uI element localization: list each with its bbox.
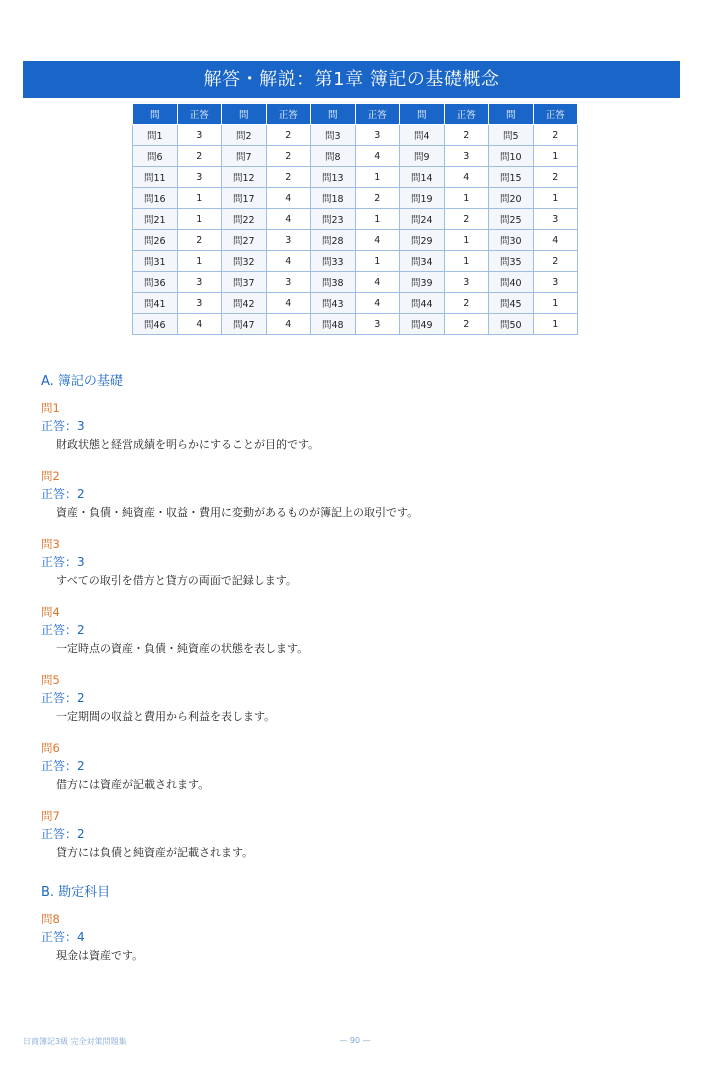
question-number-cell: 問46 bbox=[133, 314, 178, 335]
correct-answer-cell: 2 bbox=[533, 251, 578, 272]
question-number-cell: 問12 bbox=[222, 167, 267, 188]
correct-answer-cell: 4 bbox=[355, 230, 400, 251]
table-row bbox=[133, 167, 578, 188]
question-number-cell: 問36 bbox=[133, 272, 178, 293]
question-number-cell: 問25 bbox=[489, 209, 534, 230]
table-row bbox=[133, 251, 578, 272]
correct-answer: 正答：3 bbox=[41, 555, 85, 569]
question-number-cell: 問26 bbox=[133, 230, 178, 251]
correct-answer-cell: 2 bbox=[266, 146, 311, 167]
explanation-item bbox=[41, 536, 681, 590]
correct-answer-cell: 4 bbox=[355, 272, 400, 293]
question-number: 問3 bbox=[41, 537, 60, 551]
explanation-item bbox=[41, 740, 681, 794]
explanation-text: 貸方には負債と純資産が記載されます。 bbox=[56, 846, 254, 859]
explanation-item bbox=[41, 672, 681, 726]
correct-answer-cell: 2 bbox=[533, 167, 578, 188]
question-number-cell: 問16 bbox=[133, 188, 178, 209]
section-heading-b: B. 勘定科目 bbox=[41, 885, 111, 900]
correct-answer-cell: 2 bbox=[177, 146, 222, 167]
question-number-cell: 問17 bbox=[222, 188, 267, 209]
correct-answer-cell: 3 bbox=[355, 125, 400, 146]
table-row bbox=[133, 293, 578, 314]
explanation-text: 借方には資産が記載されます。 bbox=[56, 778, 210, 791]
question-number-cell: 問48 bbox=[311, 314, 356, 335]
question-number-cell: 問33 bbox=[311, 251, 356, 272]
correct-answer-cell: 2 bbox=[444, 314, 489, 335]
question-number: 問8 bbox=[41, 912, 60, 926]
explanation-text: 資産・負債・純資産・収益・費用に変動があるものが簿記上の取引です。 bbox=[56, 506, 419, 519]
correct-answer-cell: 1 bbox=[444, 251, 489, 272]
correct-answer: 正答：2 bbox=[41, 827, 85, 841]
question-number-cell: 問32 bbox=[222, 251, 267, 272]
question-number-cell: 問4 bbox=[400, 125, 445, 146]
correct-answer-cell: 2 bbox=[444, 293, 489, 314]
explanation-text: 財政状態と経営成績を明らかにすることが目的です。 bbox=[56, 438, 320, 451]
question-number-cell: 問28 bbox=[311, 230, 356, 251]
correct-answer-cell: 1 bbox=[177, 251, 222, 272]
correct-answer-cell: 2 bbox=[444, 209, 489, 230]
correct-answer-cell: 2 bbox=[266, 167, 311, 188]
correct-answer-cell: 2 bbox=[444, 125, 489, 146]
correct-answer-cell: 4 bbox=[266, 251, 311, 272]
question-number-cell: 問30 bbox=[489, 230, 534, 251]
correct-answer-cell: 3 bbox=[266, 230, 311, 251]
answer-table-header bbox=[133, 104, 578, 125]
question-number-cell: 問14 bbox=[400, 167, 445, 188]
correct-answer-cell: 1 bbox=[355, 251, 400, 272]
correct-answer-cell: 3 bbox=[177, 293, 222, 314]
explanation-item bbox=[41, 400, 681, 454]
question-number-cell: 問1 bbox=[133, 125, 178, 146]
header-cell-answer: 正答 bbox=[266, 104, 311, 125]
question-number-cell: 問3 bbox=[311, 125, 356, 146]
header-cell-answer: 正答 bbox=[533, 104, 578, 125]
question-number-cell: 問8 bbox=[311, 146, 356, 167]
question-number-cell: 問40 bbox=[489, 272, 534, 293]
question-number-cell: 問38 bbox=[311, 272, 356, 293]
table-row bbox=[133, 125, 578, 146]
correct-answer-cell: 3 bbox=[533, 272, 578, 293]
question-number-cell: 問31 bbox=[133, 251, 178, 272]
question-number: 問7 bbox=[41, 809, 60, 823]
correct-answer: 正答：2 bbox=[41, 691, 85, 705]
header-cell-answer: 正答 bbox=[444, 104, 489, 125]
correct-answer-cell: 4 bbox=[533, 230, 578, 251]
table-row bbox=[133, 209, 578, 230]
correct-answer-cell: 3 bbox=[266, 272, 311, 293]
question-number-cell: 問39 bbox=[400, 272, 445, 293]
answer-table bbox=[132, 103, 578, 335]
explanation-text: 現金は資産です。 bbox=[56, 949, 144, 962]
question-number-cell: 問50 bbox=[489, 314, 534, 335]
correct-answer-cell: 2 bbox=[533, 125, 578, 146]
question-number-cell: 問42 bbox=[222, 293, 267, 314]
question-number-cell: 問27 bbox=[222, 230, 267, 251]
correct-answer: 正答：3 bbox=[41, 419, 85, 433]
question-number-cell: 問44 bbox=[400, 293, 445, 314]
question-number: 問6 bbox=[41, 741, 60, 755]
correct-answer-cell: 1 bbox=[533, 188, 578, 209]
header-cell-question: 問 bbox=[400, 104, 445, 125]
correct-answer-cell: 1 bbox=[533, 293, 578, 314]
question-number-cell: 問19 bbox=[400, 188, 445, 209]
explanation-text: 一定期間の収益と費用から利益を表します。 bbox=[56, 710, 276, 723]
question-number-cell: 問7 bbox=[222, 146, 267, 167]
table-row bbox=[133, 146, 578, 167]
correct-answer: 正答：4 bbox=[41, 930, 85, 944]
question-number-cell: 問24 bbox=[400, 209, 445, 230]
correct-answer-cell: 4 bbox=[266, 314, 311, 335]
question-number-cell: 問5 bbox=[489, 125, 534, 146]
question-number-cell: 問10 bbox=[489, 146, 534, 167]
correct-answer-cell: 1 bbox=[355, 209, 400, 230]
question-number-cell: 問47 bbox=[222, 314, 267, 335]
correct-answer-cell: 3 bbox=[444, 272, 489, 293]
question-number-cell: 問21 bbox=[133, 209, 178, 230]
correct-answer-cell: 1 bbox=[533, 146, 578, 167]
question-number-cell: 問22 bbox=[222, 209, 267, 230]
explanation-item bbox=[41, 911, 681, 965]
question-number-cell: 問20 bbox=[489, 188, 534, 209]
correct-answer-cell: 4 bbox=[444, 167, 489, 188]
explanation-item bbox=[41, 808, 681, 862]
correct-answer-cell: 2 bbox=[355, 188, 400, 209]
correct-answer-cell: 3 bbox=[533, 209, 578, 230]
question-number-cell: 問9 bbox=[400, 146, 445, 167]
correct-answer-cell: 1 bbox=[177, 188, 222, 209]
correct-answer-cell: 3 bbox=[177, 272, 222, 293]
question-number-cell: 問11 bbox=[133, 167, 178, 188]
question-number-cell: 問45 bbox=[489, 293, 534, 314]
correct-answer: 正答：2 bbox=[41, 487, 85, 501]
correct-answer-cell: 3 bbox=[177, 167, 222, 188]
correct-answer-cell: 3 bbox=[444, 146, 489, 167]
correct-answer-cell: 1 bbox=[533, 314, 578, 335]
section-heading-a: A. 簿記の基礎 bbox=[41, 374, 123, 389]
correct-answer-cell: 4 bbox=[266, 293, 311, 314]
table-row bbox=[133, 188, 578, 209]
header-cell-question: 問 bbox=[222, 104, 267, 125]
correct-answer-cell: 4 bbox=[266, 188, 311, 209]
question-number-cell: 問23 bbox=[311, 209, 356, 230]
table-row bbox=[133, 272, 578, 293]
table-row bbox=[133, 314, 578, 335]
correct-answer-cell: 1 bbox=[355, 167, 400, 188]
correct-answer-cell: 3 bbox=[355, 314, 400, 335]
correct-answer-cell: 1 bbox=[444, 188, 489, 209]
question-number-cell: 問29 bbox=[400, 230, 445, 251]
correct-answer-cell: 2 bbox=[266, 125, 311, 146]
footer-page-number: — 90 — bbox=[339, 1036, 371, 1045]
question-number-cell: 問13 bbox=[311, 167, 356, 188]
table-row bbox=[133, 230, 578, 251]
correct-answer-cell: 4 bbox=[177, 314, 222, 335]
question-number-cell: 問35 bbox=[489, 251, 534, 272]
correct-answer-cell: 4 bbox=[355, 146, 400, 167]
question-number-cell: 問2 bbox=[222, 125, 267, 146]
question-number: 問2 bbox=[41, 469, 60, 483]
question-number-cell: 問6 bbox=[133, 146, 178, 167]
question-number-cell: 問43 bbox=[311, 293, 356, 314]
header-cell-question: 問 bbox=[489, 104, 534, 125]
explanation-text: 一定時点の資産・負債・純資産の状態を表します。 bbox=[56, 642, 309, 655]
header-cell-question: 問 bbox=[133, 104, 178, 125]
question-number-cell: 問18 bbox=[311, 188, 356, 209]
correct-answer-cell: 1 bbox=[177, 209, 222, 230]
correct-answer-cell: 3 bbox=[177, 125, 222, 146]
header-cell-question: 問 bbox=[311, 104, 356, 125]
question-number-cell: 問49 bbox=[400, 314, 445, 335]
question-number-cell: 問37 bbox=[222, 272, 267, 293]
question-number: 問1 bbox=[41, 401, 60, 415]
question-number-cell: 問41 bbox=[133, 293, 178, 314]
footer-book-title: 日商簿記3級 完全対策問題集 bbox=[23, 1037, 127, 1046]
explanation-item bbox=[41, 468, 681, 522]
question-number: 問4 bbox=[41, 605, 60, 619]
correct-answer-cell: 4 bbox=[355, 293, 400, 314]
header-cell-answer: 正答 bbox=[177, 104, 222, 125]
explanation-text: すべての取引を借方と貸方の両面で記録します。 bbox=[56, 574, 297, 587]
question-number-cell: 問34 bbox=[400, 251, 445, 272]
question-number: 問5 bbox=[41, 673, 60, 687]
question-number-cell: 問15 bbox=[489, 167, 534, 188]
correct-answer-cell: 2 bbox=[177, 230, 222, 251]
header-cell-answer: 正答 bbox=[355, 104, 400, 125]
explanation-item bbox=[41, 604, 681, 658]
correct-answer-cell: 1 bbox=[444, 230, 489, 251]
correct-answer-cell: 4 bbox=[266, 209, 311, 230]
explanations bbox=[41, 373, 681, 979]
correct-answer: 正答：2 bbox=[41, 759, 85, 773]
correct-answer: 正答：2 bbox=[41, 623, 85, 637]
page-title-banner: 解答・解説：第1章 簿記の基礎概念 bbox=[23, 61, 680, 98]
